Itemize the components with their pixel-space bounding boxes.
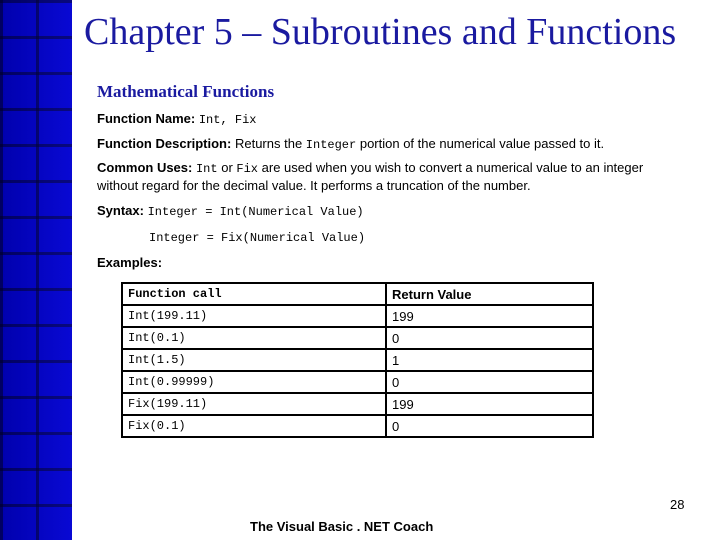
slide-title: Chapter 5 – Subroutines and Functions [84, 11, 677, 53]
function-call-cell: Int(0.99999) [122, 371, 386, 393]
return-value-cell: 1 [386, 349, 593, 371]
page-number: 28 [670, 497, 685, 512]
function-call-cell: Int(1.5) [122, 349, 386, 371]
table-row [122, 305, 593, 327]
syntax-line1 [97, 202, 364, 221]
return-value-cell: 199 [386, 305, 593, 327]
function-description-label: Function Description: [97, 136, 232, 151]
function-call-cell: Int(0.1) [122, 327, 386, 349]
table-row [122, 393, 593, 415]
return-value-cell: 0 [386, 371, 593, 393]
common-uses-code1: Int [195, 162, 218, 176]
function-description-text1: Returns the [234, 136, 303, 151]
function-name-label: Function Name: [97, 111, 196, 126]
syntax-line2 [149, 228, 365, 247]
header-function-call: Function call [122, 283, 386, 305]
function-description-text2: portion of the numerical value passed to it. [359, 136, 605, 151]
examples-table [121, 282, 594, 438]
return-value-cell: 0 [386, 415, 593, 437]
common-uses-text1: are used when you wish to convert a numerical value to an integer [261, 160, 644, 175]
syntax-code2: Integer = Fix(Numerical Value) [149, 231, 366, 245]
function-description-code: Integer [305, 138, 357, 152]
function-call-cell: Fix(199.11) [122, 393, 386, 415]
syntax-label: Syntax: [97, 203, 144, 218]
function-name-value: Int, Fix [198, 113, 257, 127]
header-return-value: Return Value [386, 283, 593, 305]
return-value-cell: 199 [386, 393, 593, 415]
function-call-cell: Fix(0.1) [122, 415, 386, 437]
common-uses-text2: without regard for the decimal value. It performs a truncation of the number. [97, 178, 531, 193]
sidebar-shade [0, 0, 72, 540]
common-uses-or: or [221, 160, 233, 175]
function-call-cell: Int(199.11) [122, 305, 386, 327]
table-header-row [122, 283, 593, 305]
function-name-line [97, 110, 256, 129]
common-uses-label: Common Uses: [97, 160, 193, 175]
syntax-code1: Integer = Int(Numerical Value) [147, 205, 364, 219]
section-heading: Mathematical Functions [97, 82, 275, 101]
table-row [122, 327, 593, 349]
examples-label: Examples: [97, 255, 163, 270]
table-row [122, 349, 593, 371]
common-uses-line2 [97, 177, 531, 195]
function-description-line [97, 135, 604, 154]
table-row [122, 415, 593, 437]
common-uses-line [97, 159, 643, 178]
common-uses-code2: Fix [236, 162, 259, 176]
table-row [122, 371, 593, 393]
return-value-cell: 0 [386, 327, 593, 349]
footer-text: The Visual Basic . NET Coach [250, 519, 434, 534]
